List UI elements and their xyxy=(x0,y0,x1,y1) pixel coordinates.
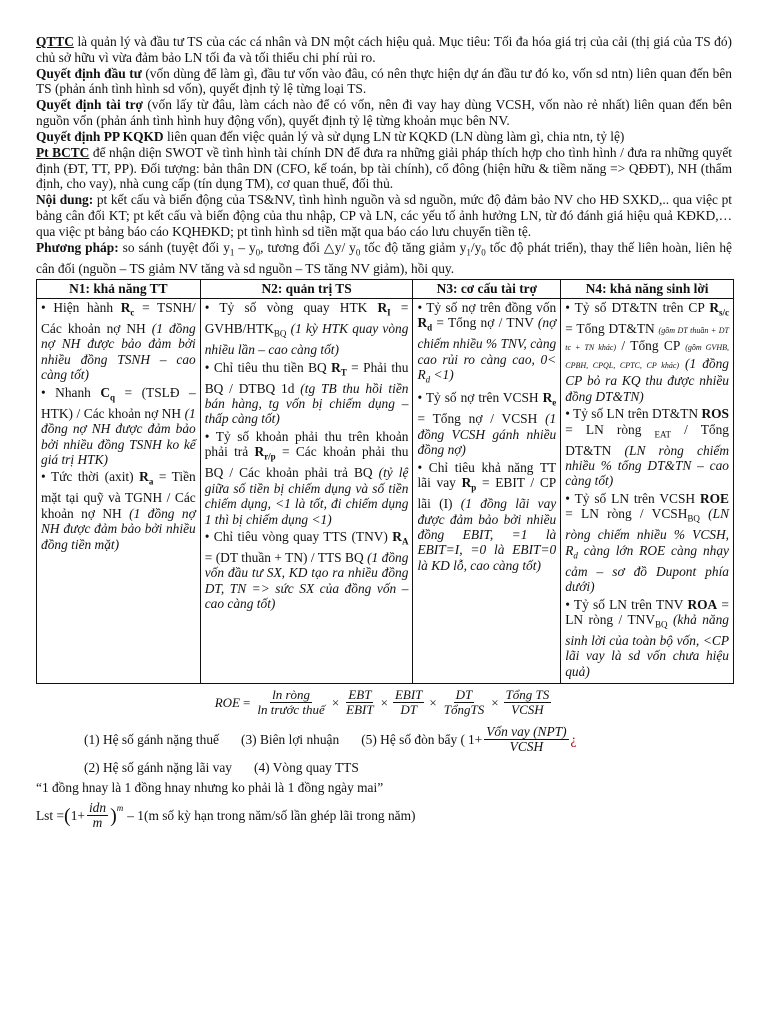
item-note: (1 đồng lãi vay được đảm bảo bởi nhiều đồng EBIT, =1 là EBIT=I, =0 là EBIT=0 là KD lỗ, cao càng tốt) xyxy=(417,496,557,573)
denominator: ln trước thuế xyxy=(257,702,325,718)
qdtt-text: (vốn lấy từ đâu, làm cách nào để có vốn, nên đi vay hay dùng VCSH, vốn nào rẻ nhất) liên quan đến bên nguồn vốn (phản ánh tình hình huy động vốn), quyết định tỷ lệ từng khoản mục bên NV. xyxy=(36,97,732,128)
leverage-fraction xyxy=(484,725,568,754)
lst-note: (m số kỳ hạn trong năm/số lần ghép lãi trong năm) xyxy=(143,808,416,824)
item-note-end: <1) xyxy=(430,367,454,383)
pp-sub-1b: 1 xyxy=(466,247,471,258)
item-note: (1 đồng VCSH gánh nhiều đồng nợ) xyxy=(417,411,557,458)
ptbctc-paragraph xyxy=(36,145,732,192)
lst-formula xyxy=(36,801,732,830)
table-header-row xyxy=(37,279,734,298)
item-note: (LN ròng chiếm nhiều % VCSH, R xyxy=(565,506,729,558)
item-formula: = TSNH/ Các khoản nợ NH xyxy=(41,299,196,337)
legend-5-one-plus: 1+ xyxy=(467,731,483,747)
item-note: (tg TB thu hồi tiền bán hàng, tg vốn bị chiếm dụng – thấp càng tốt) xyxy=(204,380,409,427)
phuongphap-paragraph xyxy=(36,240,732,277)
lst-one-plus: 1+ xyxy=(70,808,85,824)
n3-item-debt-ratio xyxy=(417,300,556,388)
item-formula: = LN ròng / VCSH xyxy=(565,506,688,522)
item-text: • Chỉ tiêu thu tiền BQ xyxy=(204,359,332,375)
pp-text-6: tốc độ phát triển), thay thế liên hoàn, liên hệ cân đối (nguồn – TS giảm NV tăng và sd nguồn – TS tăng NV giảm), hồi quy. xyxy=(36,239,732,276)
denominator: VCSH xyxy=(509,739,544,755)
cell-n2 xyxy=(200,298,413,683)
noidung-paragraph xyxy=(36,192,732,239)
item-formula: = Tổng nợ / TNV xyxy=(432,315,538,331)
denominator: TổngTS xyxy=(443,702,485,718)
item-note: (LN ròng chiếm nhiều % tổng DT&TN – cao càng tốt) xyxy=(565,442,729,489)
qddt-paragraph xyxy=(36,66,732,97)
item-text: • Tỷ số vòng quay HTK xyxy=(204,299,378,315)
item-note: (1 đồng nợ NH được đảm bảo bởi nhiều đồng tiền mặt) xyxy=(41,505,196,552)
header-n3: N3: cơ cấu tài trợ xyxy=(413,279,561,298)
fraction-2 xyxy=(344,688,375,717)
note-subscript: d xyxy=(425,374,431,385)
cell-n1 xyxy=(37,298,201,683)
qttc-text: là quản lý và đầu tư TS của các cá nhân và DN một cách hiệu quả. Mục tiêu: Tối đa hóa giá trị của cải (thị giá của TS đó) chủ sở hữu vì vừa đảm bảo LN tối đa và tối thiểu chi phí rủi ro. xyxy=(36,34,732,65)
formula-subscript: BQ xyxy=(273,328,287,339)
n1-item-current-ratio xyxy=(41,300,196,383)
item-formula: = Các khoản phải thu BQ / Các khoản phải trả BQ xyxy=(204,444,409,481)
item-text: • Nhanh xyxy=(41,384,101,400)
ratio-subscript: q xyxy=(110,392,116,403)
ratio-symbol: ROS xyxy=(701,406,729,422)
qttc-paragraph xyxy=(36,34,732,65)
open-paren: ( xyxy=(64,804,71,827)
item-text: • Tức thời (axit) xyxy=(41,469,140,485)
lst-minus-one: – 1 xyxy=(127,808,144,824)
item-note: (khả năng sinh lời của toàn bộ vốn, <CP lãi vay là sd vốn chưa hiệu quả) xyxy=(565,611,729,679)
item-text: • Tỷ số LN trên TNV xyxy=(565,596,688,612)
item-text: • Tỷ số LN trên VCSH xyxy=(565,490,700,506)
n4-item-roe xyxy=(565,491,729,595)
item-formula: = LN ròng / TNV xyxy=(565,596,729,627)
item-note: (1 đồng nợ NH được bảo đảm bởi nhiều đồng TSNH – cao càng tốt) xyxy=(41,321,196,383)
item-formula: = (TSLĐ – HTK) / Các khoản nợ NH xyxy=(41,384,196,421)
times-sign: × xyxy=(429,694,437,710)
ratio-subscript: d xyxy=(427,323,433,334)
n4-item-ros xyxy=(565,406,729,489)
lst-fraction xyxy=(87,801,108,830)
ratio-symbol: C xyxy=(100,384,111,400)
qddt-text: (vốn dùng để làm gì, đầu tư vốn vào đâu, có nên thực hiện dự án đầu tư đó ko, vốn sd ntn) liên quan đến bên TS (phản ánh tình hình sd vốn), quyết định tỷ lệ từng loại TS. xyxy=(36,65,733,97)
pp-text-5: /y xyxy=(470,239,482,255)
item-note-end: càng lớn ROE càng nhạy cảm – sơ đồ Dupont phía dưới) xyxy=(565,542,729,595)
small-note-2: (gồm GVHB, CPBH, CPQL, CPTC, CP khác) xyxy=(565,343,729,370)
n4-item-revenue-cost xyxy=(565,300,729,404)
pp-text-4: tốc độ tăng giảm y xyxy=(360,239,467,255)
numerator: Vốn vay (NPT) xyxy=(486,724,567,740)
cell-n3 xyxy=(413,298,561,683)
item-text: • Tỷ số nợ trên VCSH xyxy=(417,390,543,406)
qdpp-term: Quyết định PP KQKD xyxy=(36,129,164,145)
denominator: m xyxy=(92,815,103,831)
item-text: • Tỷ số DT&TN trên CP xyxy=(565,299,710,315)
pp-text-2: – y xyxy=(234,239,256,255)
pp-sub-0: 0 xyxy=(255,247,261,258)
ratio-subscript: c xyxy=(130,307,135,318)
ratio-subscript: I xyxy=(387,307,391,318)
header-n1: N1: khả năng TT xyxy=(37,279,201,298)
denominator: EBIT xyxy=(346,702,374,718)
item-formula: = EBIT / CP lãi (I) xyxy=(417,475,557,512)
item-formula: = Phải thu BQ / DTBQ 1d xyxy=(204,359,409,396)
roe-lhs: ROE xyxy=(214,694,240,710)
qdtt-paragraph xyxy=(36,97,732,128)
noidung-text: pt kết cấu và biến động của TS&NV, tình hình nguồn và sd nguồn, mức độ đảm bảo NV cho HĐ SXKD,.. qua việc pt bảng cân đối KT; pt kết cấu và biến động của thu nhập, CP và LN, các yếu tố ảnh hưởng LN, từ đó đánh giá hiệu quả KĐKD,… qua việc pt bảng báo cáo KQHĐKD; pt tình hình sd tiền mặt qua báo cáo lưu chuyển tiền tệ. xyxy=(36,192,732,239)
times-sign: × xyxy=(380,694,388,710)
n3-item-debt-equity xyxy=(417,390,556,457)
legend-item-3: (3) Biên lợi nhuận xyxy=(241,731,340,747)
item-formula: = Tổng nợ / VCSH xyxy=(417,411,546,427)
item-formula: = LN ròng xyxy=(565,421,655,437)
noidung-term: Nội dung: xyxy=(36,192,94,208)
item-formula-2: / Tổng DT&TN xyxy=(565,421,729,458)
legend-row-2 xyxy=(84,760,732,776)
ptbctc-text: để nhận diện SWOT về tình hình tài chính DN để đưa ra những giải pháp thích hợp cho tình hình / đưa ra những quyết định (ĐT, TT, PP). Đối tượng: bản thân DN (CFO, kế toán, bp tài chính), cổ đông (hiện hữu & tiềm năng => QĐĐT), NH (thẩm định, cho vay), nhà cung cấp (tín dụng TM), cơ quan thuế, đối thủ. xyxy=(36,145,732,192)
qddt-term: Quyết định đầu tư xyxy=(36,65,142,81)
qdpp-paragraph xyxy=(36,129,732,145)
item-formula: = GVHB/HTK xyxy=(204,299,409,337)
fraction-5 xyxy=(504,688,552,717)
legend-5-end: ¿ xyxy=(570,731,577,747)
small-note: (gồm DT thuần + DT tc + TN khác) xyxy=(565,326,730,353)
numerator: idn xyxy=(88,800,107,816)
ratio-subscript: T xyxy=(340,367,347,378)
item-text: • Tỷ số LN trên DT&TN xyxy=(565,406,702,422)
close-paren: ) xyxy=(110,804,117,827)
item-note: (tỷ lệ giữa số tiền bị chiếm dụng và số tiền chiếm dụng, <1 là tốt, đi chiếm dụng 1 thì bị chiếm dụng <1) xyxy=(204,465,409,527)
n4-item-roa xyxy=(565,597,729,680)
ratio-symbol: ROA xyxy=(687,596,718,612)
quote-line: “1 đồng hnay là 1 đồng hnay nhưng ko phải là 1 đồng ngày mai” xyxy=(36,779,384,795)
n1-item-cash-ratio xyxy=(41,469,196,552)
n2-item-asset-turnover xyxy=(205,529,409,612)
item-note: (1 kỳ HTK quay vòng nhiều lần – cao càng tốt) xyxy=(204,321,409,358)
item-note: (nợ chiếm nhiều % TNV, càng cao rủi ro càng cao, 0< R xyxy=(417,315,557,383)
ratio-symbol: R xyxy=(254,444,265,460)
qdtt-term: Quyết định tài trợ xyxy=(36,97,143,113)
times-sign: × xyxy=(331,694,340,710)
formula-subscript: BQ xyxy=(687,513,700,524)
item-formula: = (DT thuần + TN) / TTS BQ xyxy=(204,550,368,566)
item-text: • Hiện hành xyxy=(41,299,121,315)
ratio-subscript: p xyxy=(471,482,477,493)
pp-sub-0c: 0 xyxy=(481,247,486,258)
ratio-subscript: s/c xyxy=(719,307,729,318)
times-sign: × xyxy=(491,694,499,710)
qttc-term: QTTC xyxy=(36,34,74,49)
item-formula-2: / Tổng CP xyxy=(616,338,686,354)
ratio-symbol: R xyxy=(417,315,428,331)
legend-item-4: (4) Vòng quay TTS xyxy=(254,760,359,776)
ratio-symbol: ROE xyxy=(699,490,729,506)
n3-item-interest-coverage xyxy=(417,460,556,574)
n1-item-quick-ratio xyxy=(41,385,196,468)
item-text: • Chỉ tiêu khả năng TT lãi vay xyxy=(417,459,557,491)
ratio-symbol: R xyxy=(709,299,719,315)
item-formula: = Tiền mặt tại quỹ và TGNH / Các khoản nợ NH xyxy=(41,469,196,521)
legend-item-5: (5) Hệ số đòn bẩy ( xyxy=(361,731,465,747)
legend-item-2: (2) Hệ số gánh nặng lãi vay xyxy=(84,760,232,776)
equals-sign: = xyxy=(243,694,251,710)
ratio-table xyxy=(36,279,734,685)
ratio-symbol: R xyxy=(377,299,388,315)
item-note: (1 đồng nợ NH được đảm bảo bởi nhiều đồng TSNH ko kể giá trị HTK) xyxy=(41,405,196,467)
item-text: • Tỷ số nợ trên đồng vốn xyxy=(417,299,557,315)
denominator: DT xyxy=(400,702,417,718)
pp-sub-0b: 0 xyxy=(355,247,361,258)
n2-item-inventory-turnover xyxy=(205,300,409,358)
item-note: (1 đồng vốn đầu tư SX, KD tạo ra nhiều đồng DT, TN => sức SX của đồng vốn – cao càng tốt) xyxy=(204,550,409,612)
lst-exponent: m xyxy=(116,803,124,814)
formula-subscript: EAT xyxy=(654,429,672,440)
fraction-4 xyxy=(442,688,486,717)
qdpp-text: liên quan đến việc quản lý và sử dụng LN từ KQKD (LN dùng làm gì, chia ntn, tỷ lệ) xyxy=(163,129,625,145)
roe-dupont-formula xyxy=(36,688,732,717)
ratio-symbol: R xyxy=(542,390,553,406)
numerator: EBIT xyxy=(394,687,423,703)
ratio-symbol: R xyxy=(120,299,131,315)
pp-text-3: , tương đối △y/ y xyxy=(260,239,356,255)
ratio-symbol: R xyxy=(392,528,402,544)
denominator: VCSH xyxy=(511,702,544,718)
formula-subscript: BQ xyxy=(655,619,668,630)
item-note: (1 đồng CP bỏ ra KQ thu được nhiều đồng DT&TN) xyxy=(565,355,729,404)
numerator: DT xyxy=(455,687,473,703)
note-subscript: d xyxy=(573,550,578,561)
ratio-subscript: e xyxy=(552,398,557,409)
header-n2: N2: quản trị TS xyxy=(200,279,413,298)
phuongphap-term: Phương pháp: xyxy=(36,239,119,255)
header-n4: N4: khả năng sinh lời xyxy=(561,279,734,298)
fraction-3 xyxy=(393,688,424,717)
ratio-subscript: r/p xyxy=(264,451,276,462)
ratio-symbol: R xyxy=(139,469,149,485)
pp-text-1: so sánh (tuyệt đối y xyxy=(118,239,230,255)
numerator: EBT xyxy=(348,687,372,703)
table-body-row xyxy=(37,298,734,683)
cell-n4 xyxy=(561,298,734,683)
n2-item-collection-period xyxy=(205,360,409,427)
pp-sub-1: 1 xyxy=(229,247,235,258)
ratio-subscript: A xyxy=(401,536,409,547)
item-text: • Chỉ tiêu vòng quay TTS (TNV) xyxy=(204,528,393,544)
legend-row-1 xyxy=(84,725,732,754)
lst-label: Lst = xyxy=(36,808,65,824)
fraction-1 xyxy=(255,688,326,717)
ratio-symbol: R xyxy=(461,475,472,491)
ptbctc-term: Pt BCTC xyxy=(36,145,90,161)
n2-item-receivable-payable xyxy=(205,429,409,527)
numerator: ln ròng xyxy=(272,687,311,703)
legend-item-1: (1) Hệ số gánh nặng thuế xyxy=(84,731,219,747)
numerator: Tổng TS xyxy=(505,687,550,703)
ratio-symbol: R xyxy=(331,359,341,375)
item-text: • Tỷ số khoản phải thu trên khoản phải trả xyxy=(204,428,409,460)
ratio-subscript: a xyxy=(148,477,154,488)
item-formula: = Tổng DT&TN xyxy=(565,321,659,337)
